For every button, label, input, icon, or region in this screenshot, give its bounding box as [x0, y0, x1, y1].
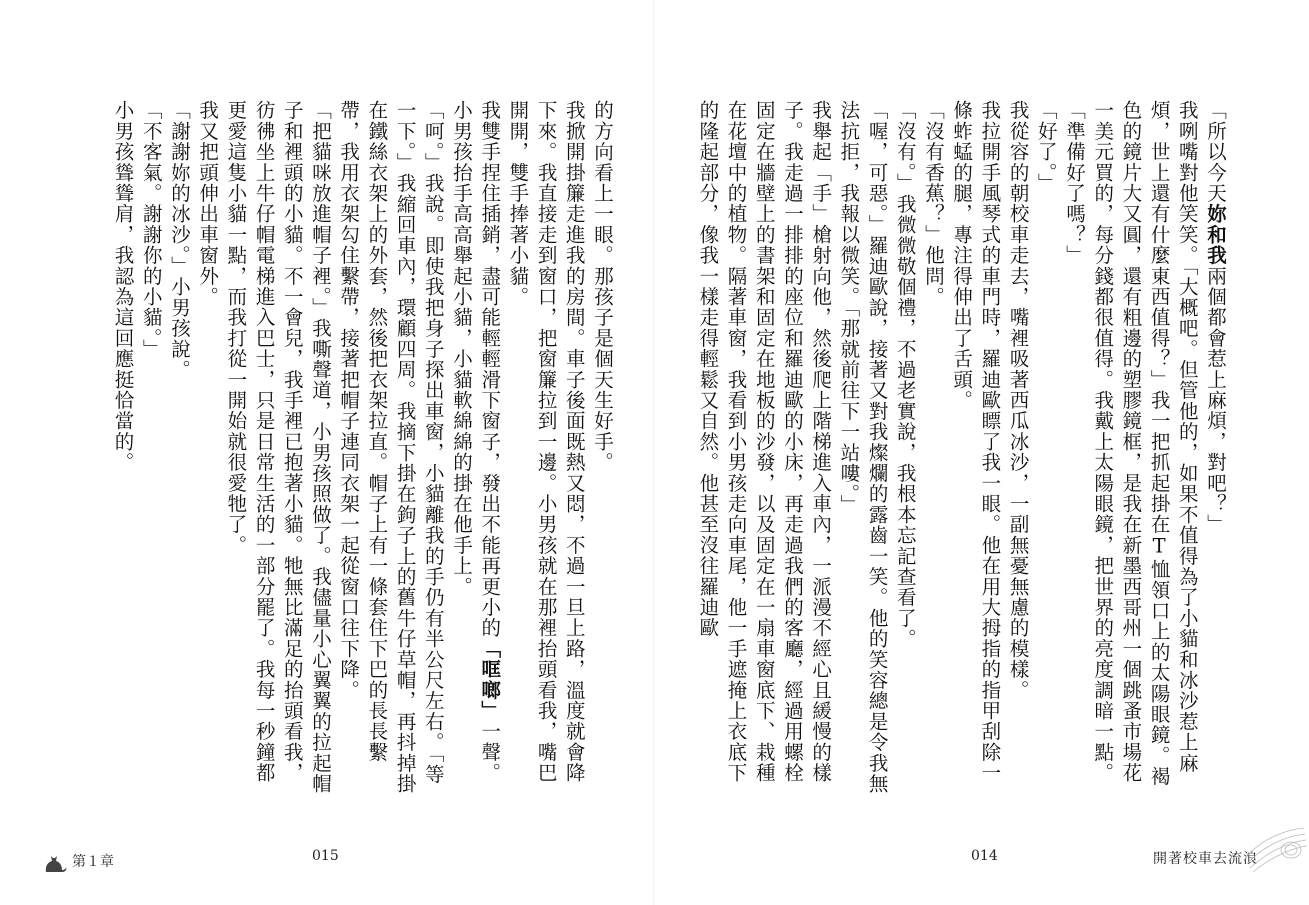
paragraph — [165, 100, 193, 800]
paragraph-text: 「不客氣。謝謝你的小貓。」 — [139, 100, 163, 360]
paragraph — [193, 100, 221, 800]
right-page — [654, 0, 1309, 905]
paragraph — [693, 100, 834, 800]
paragraph — [1032, 100, 1060, 800]
paragraph — [1201, 100, 1229, 800]
paragraph-text: 的方向看上一眼。那孩子是個天生好手。 — [591, 100, 614, 473]
paragraph-text: 兩個都會惹上麻煩，對吧？」 — [1204, 265, 1227, 535]
paragraph-text: 小男孩聳聳肩，我認為這回應挺恰當的。 — [111, 100, 135, 473]
paragraph-text: 我從容的朝校車走去，嘴裡吸著西瓜冰沙，一副無憂無慮的模樣。 — [1006, 100, 1030, 701]
paragraph — [947, 100, 1003, 800]
paragraph — [137, 100, 165, 800]
paragraph — [447, 100, 503, 800]
chapter-label: 第１章 — [72, 854, 114, 870]
paragraph — [834, 100, 890, 800]
paragraph-text: 「沒有。」我微微敬個禮，不過老實說，我根本忘記查看了。 — [893, 100, 917, 650]
paragraph-text: 「謝謝妳的冰沙。」小男孩說。 — [167, 100, 191, 381]
left-page — [0, 0, 654, 905]
paragraph-text: 「沒有香蕉？」他問。 — [921, 100, 945, 307]
cat-silhouette-icon — [42, 848, 68, 874]
spiral-lines-icon — [1239, 820, 1309, 875]
chapter-footer — [42, 848, 114, 874]
paragraph — [1060, 100, 1201, 800]
paragraph-text: 我舉起「手」槍射向他，然後爬上階梯進入車內，一派漫不經心且緩慢的樣子。我走過一排排的座位和羅迪歐的小床，再走過我們的客廳，經過用螺栓固定在牆壁上的書架和固定在地板的沙發，以及固定在一扇車窗底下、栽種在花壇中的植物。隔著車窗，我看到小男孩走向車尾，他一手遮掩上衣底下的隆起部分，像我一樣走得輕鬆又自然。他甚至沒往羅迪歐 — [696, 100, 833, 784]
paragraph-text: 我拉開手風琴式的車門時，羅迪歐瞟了我一眼。他在用大拇指的指甲刮除一條蚱蜢的腿，專注得伸出了舌頭。 — [950, 100, 1002, 784]
paragraph-text: 我掀開掛簾走進我的房間。車子後面既熱又悶，不過一旦上路，溫度就會降下來。我直接走到窗口，把窗簾拉到一邊。小男孩就在那裡抬頭看我，嘴巴開開，雙手捧著小貓。 — [506, 100, 586, 784]
paragraph — [334, 100, 447, 800]
paragraph-text: 我雙手捏住插銷，盡可能輕輕滑下窗子，發出不能再更小的 — [478, 100, 502, 639]
paragraph-text: 我咧嘴對他笑笑。「大概吧。但管他的，如果不值得為了小貓和冰沙惹上麻煩，世上還有什麼東西值得？」我一把抓起掛在T恤領口上的太陽眼鏡。褐色的鏡片大又圓，還有粗邊的塑膠鏡框，是我在新墨西哥州一個跳蚤市場花一美元買的，每分錢都很值得。我戴上太陽眼鏡，把世界的亮度調暗一點。「準備好了嗎？」 — [1062, 100, 1199, 787]
paragraph-text: 「喔，可惡。」羅迪歐說，接著又對我燦爛的露齒一笑。他的笑容總是令我無法抗拒，我報以微笑。「那就前往下一站嘍。」 — [837, 100, 889, 795]
paragraph-text: 「所以今天 — [1204, 100, 1227, 204]
paragraph-text: 「好了。」 — [1034, 100, 1058, 194]
paragraph-text: 「呵。」我說。即使我把身子探出車窗，小貓離我的手仍有半公尺左右。「等一下。」我縮回車內，環顧四周。我摘下掛在鉤子上的舊牛仔草帽，再抖掉掛在鐵絲衣架上的外套，然後把衣架拉直。帽子上有一條套住下巴的長長繫帶，我用衣架勾住繫帶，接著把帽子連同衣架一起從窗口往下降。 — [337, 100, 445, 795]
paragraph — [221, 100, 334, 800]
paragraph — [1003, 100, 1031, 800]
page-number-left: 015 — [312, 848, 339, 864]
page-number-right: 014 — [971, 848, 998, 864]
paragraph — [503, 100, 588, 800]
emphasis-text: 妳和我 — [1204, 203, 1227, 266]
paragraph-text: 「把貓咪放進帽子裡。」我嘶聲道，小男孩照做了。我儘量小心翼翼的拉起帽子和裡頭的小貓。不一會兒，我手裡已抱著小貓。牠無比滿足的抬頭看我，彷彿坐上牛仔帽電梯進入巴士，只是日常生活的一部分罷了。我每一秒鐘都更愛這隻小貓一點，而我打從一開始就很愛牠了。 — [224, 100, 332, 795]
paragraph-text: 一聲。小男孩抬手高高舉起小貓，小貓軟綿綿的掛在他手上。 — [449, 100, 502, 784]
emphasis-text: 「哐啷」 — [478, 638, 502, 722]
paragraph-text: 我又把頭伸出車窗外。 — [196, 100, 220, 307]
book-title: 開著校車去流浪 — [1153, 851, 1258, 867]
right-page-text — [696, 100, 1229, 800]
left-page-text — [86, 100, 616, 800]
paragraph — [891, 100, 919, 800]
paragraph — [919, 100, 947, 800]
paragraph — [108, 100, 136, 800]
paragraph — [588, 100, 616, 800]
